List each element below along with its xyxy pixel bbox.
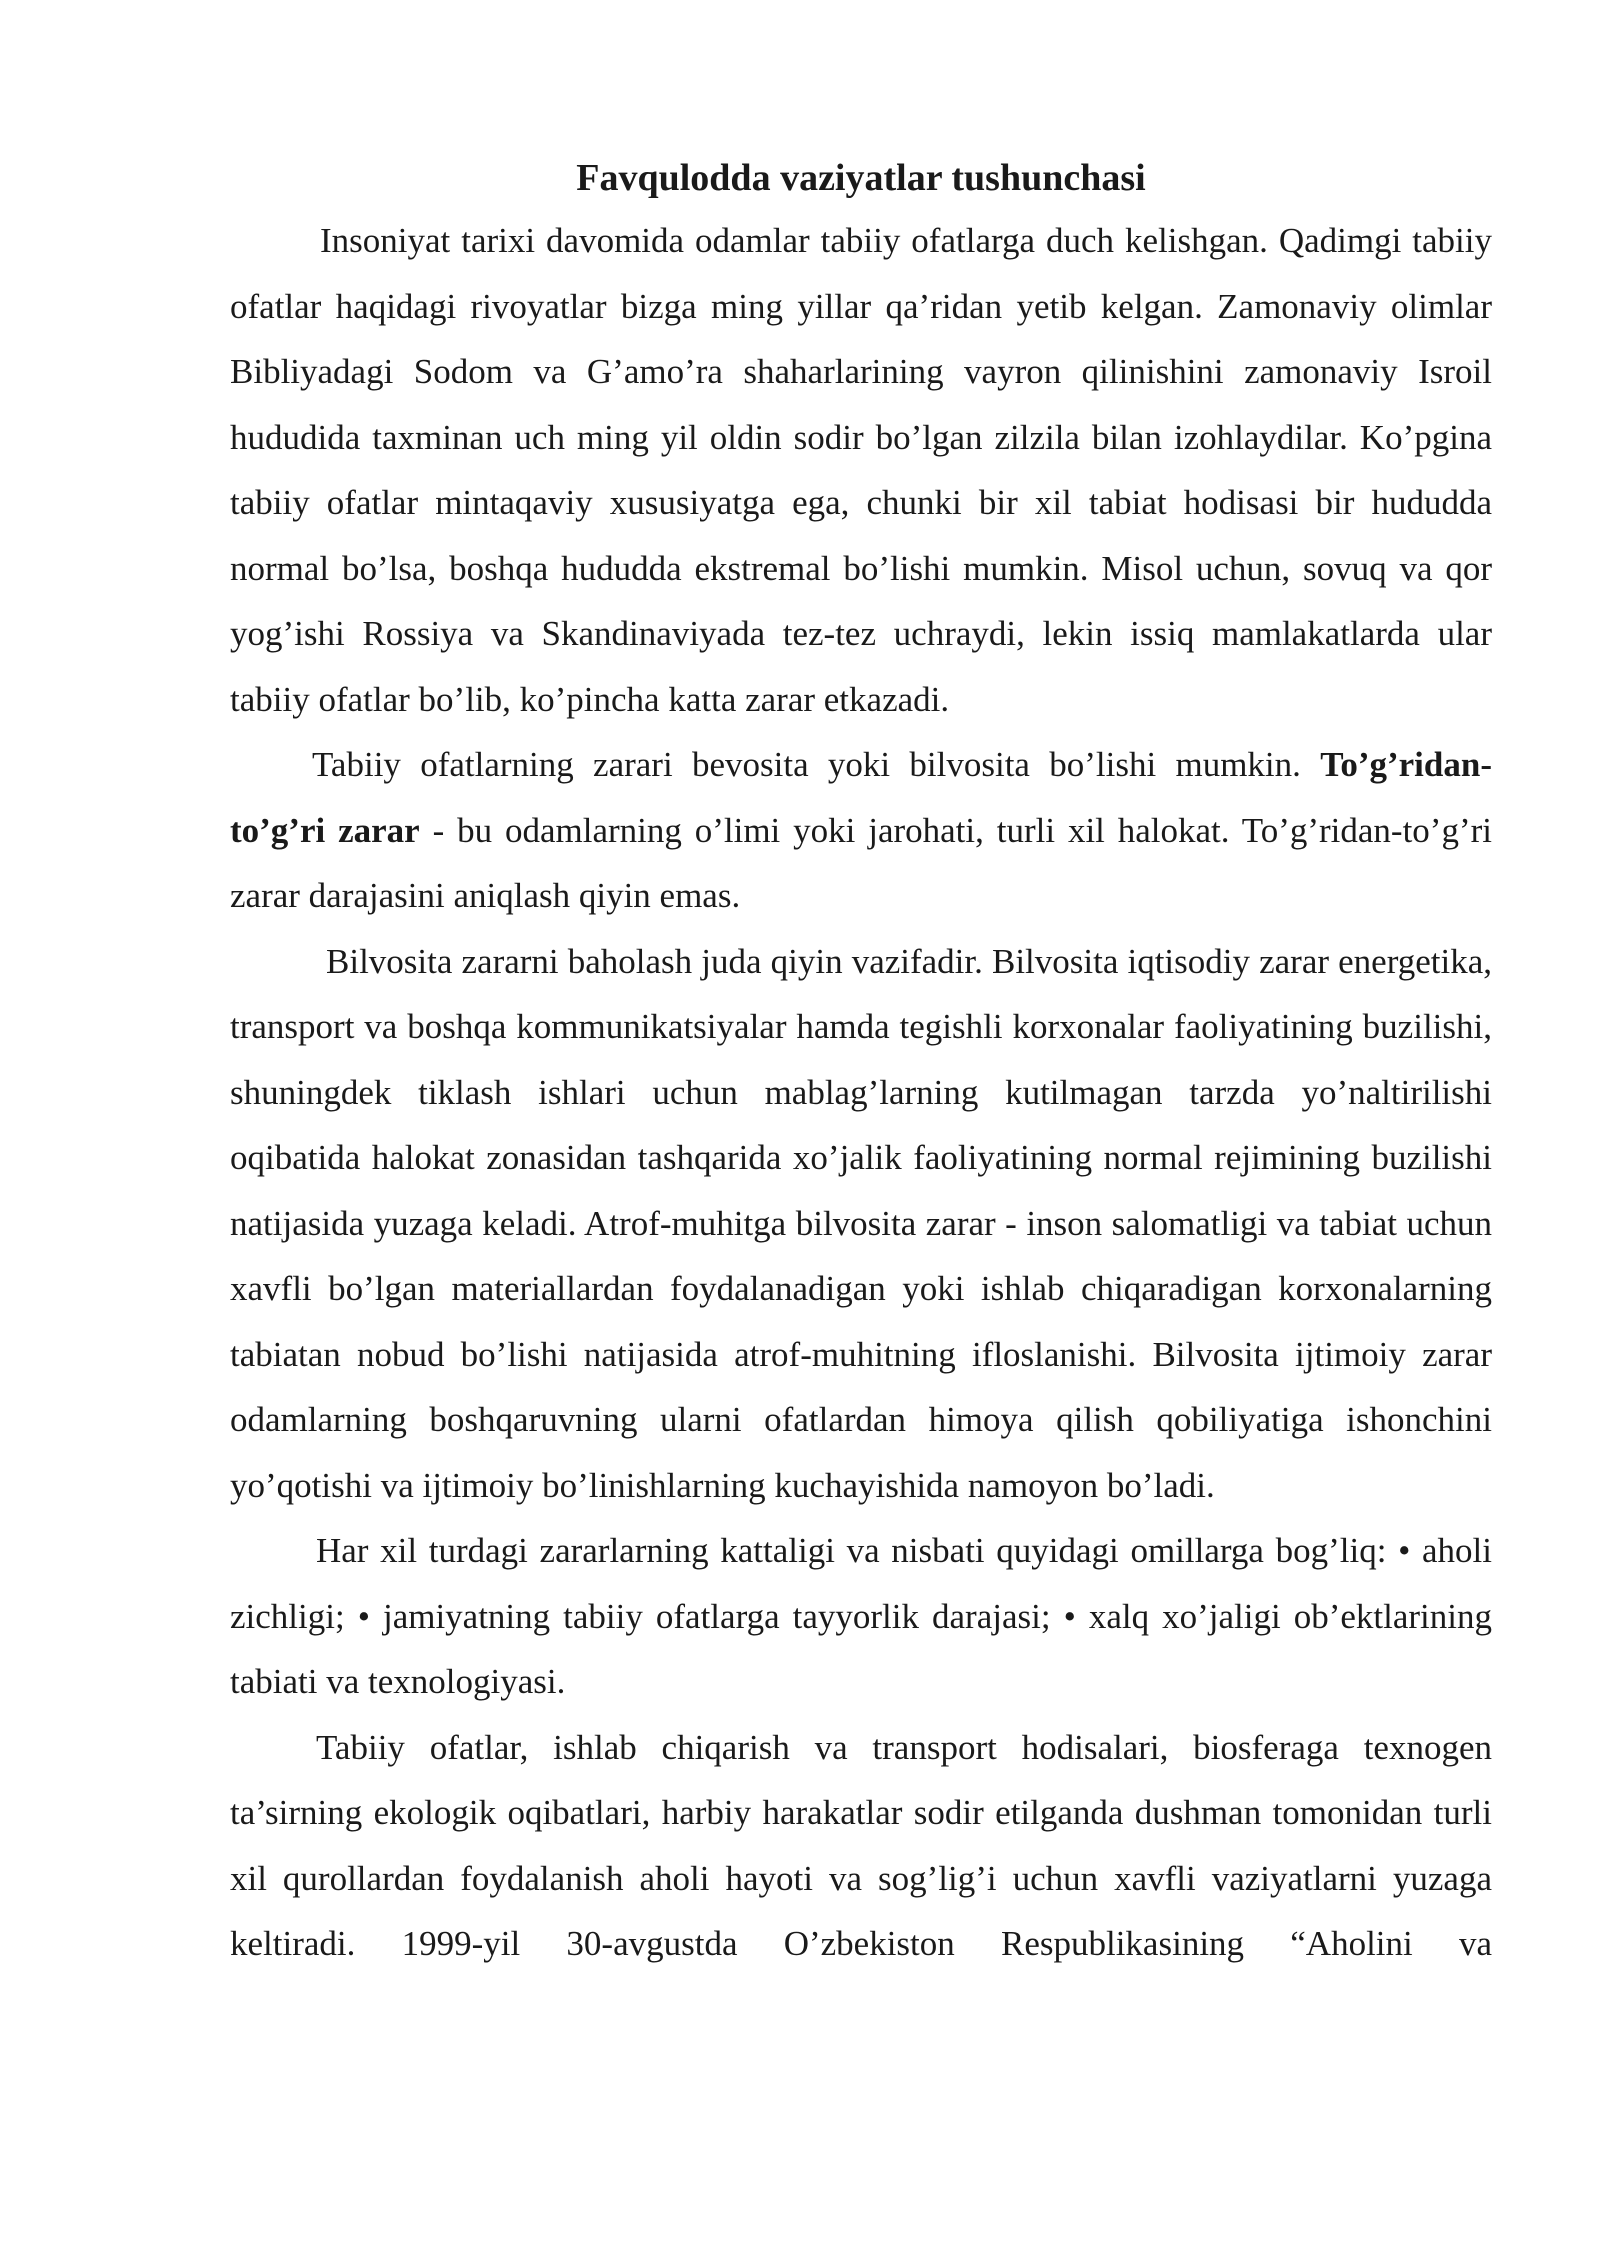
paragraph-2-bold-term: To’g’ridan-to’g’ri zarar — [230, 745, 1492, 850]
paragraph-3: Bilvosita zararni baholash juda qiyin vazifadir. Bilvosita iqtisodiy zarar energetika, transport va boshqa kommunikatsiyalar hamda tegishli korxonalar faoliyatining buzilishi, shuningdek tiklash ishlari uchun mablag’larning kutilmagan tarzda yo’naltirilishi oqibatida halokat zonasidan tashqarida xo’jalik faoliyatining normal rejimining buzilishi natijasida yuzaga keladi. Atrof-muhitga bilvosita zarar - inson salomatligi va tabiat uchun xavfli bo’lgan materiallardan foydalanadigan yoki ishlab chiqaradigan korxonalarning tabiatan nobud bo’lishi natijasida atrof-muhitning ifloslanishi. Bilvosita ijtimoiy zarar odamlarning boshqaruvning ularni ofatlardan himoya qilish qobiliyatiga ishonchini yo’qotishi va ijtimoiy bo’linishlarning kuchayishida namoyon bo’ladi. — [230, 941, 1492, 1505]
paragraph-2 — [230, 732, 1492, 929]
paragraph-4: Har xil turdagi zararlarning kattaligi va nisbati quyidagi omillarga bog’liq: • aholi zichligi; • jamiyatning tabiiy ofatlarga tayyorlik darajasi; • xalq xo’jaligi ob’ektlarining tabiati va texnologiyasi. — [230, 1531, 1492, 1701]
paragraph-2-text-after: - bu odamlarning o’limi yoki jarohati, turli xil halokat. To’g’ridan-to’g’ri zarar darajasini aniqlash qiyin emas. — [230, 810, 1492, 915]
paragraph-1: Insoniyat tarixi davomida odamlar tabiiy ofatlarga duch kelishgan. Qadimgi tabiiy ofatlar haqidagi rivoyatlar bizga ming yillar qa’ridan yetib kelgan. Zamonaviy olimlar Bibliyadagi Sodom va G’amo’ra shaharlarining vayron qilinishini zamonaviy Isroil hududida taxminan uch ming yil oldin sodir bo’lgan zilzila bilan izohlaydilar. Ko’pgina tabiiy ofatlar mintaqaviy xususiyatga ega, chunki bir xil tabiat hodisasi bir hududda normal bo’lsa, boshqa hududda ekstremal bo’lishi mumkin. Misol uchun, sovuq va qor yog’ishi Rossiya va Skandinaviyada tez-tez uchraydi, lekin issiq mamlakatlarda ular tabiiy ofatlar bo’lib, ko’pincha katta zarar etkazadi. — [230, 221, 1492, 719]
page-title: Favqulodda vaziyatlar tushunchasi — [576, 157, 1146, 199]
paragraph-2-text-before: Tabiiy ofatlarning zarari bevosita yoki bilvosita bo’lishi mumkin. — [312, 745, 1321, 784]
paragraph-5: Tabiiy ofatlar, ishlab chiqarish va transport hodisalari, biosferaga texnogen ta’sirning ekologik oqibatlari, harbiy harakatlar sodir etilganda dushman tomonidan turli xil qurollardan foydalanish aholi hayoti va sog’lig’i uchun xavfli vaziyatlarni yuzaga keltiradi. 1999-yil 30-avgustda O’zbekiston Respublikasining “Aholini va — [230, 1727, 1492, 1963]
document-body — [230, 150, 1492, 1977]
